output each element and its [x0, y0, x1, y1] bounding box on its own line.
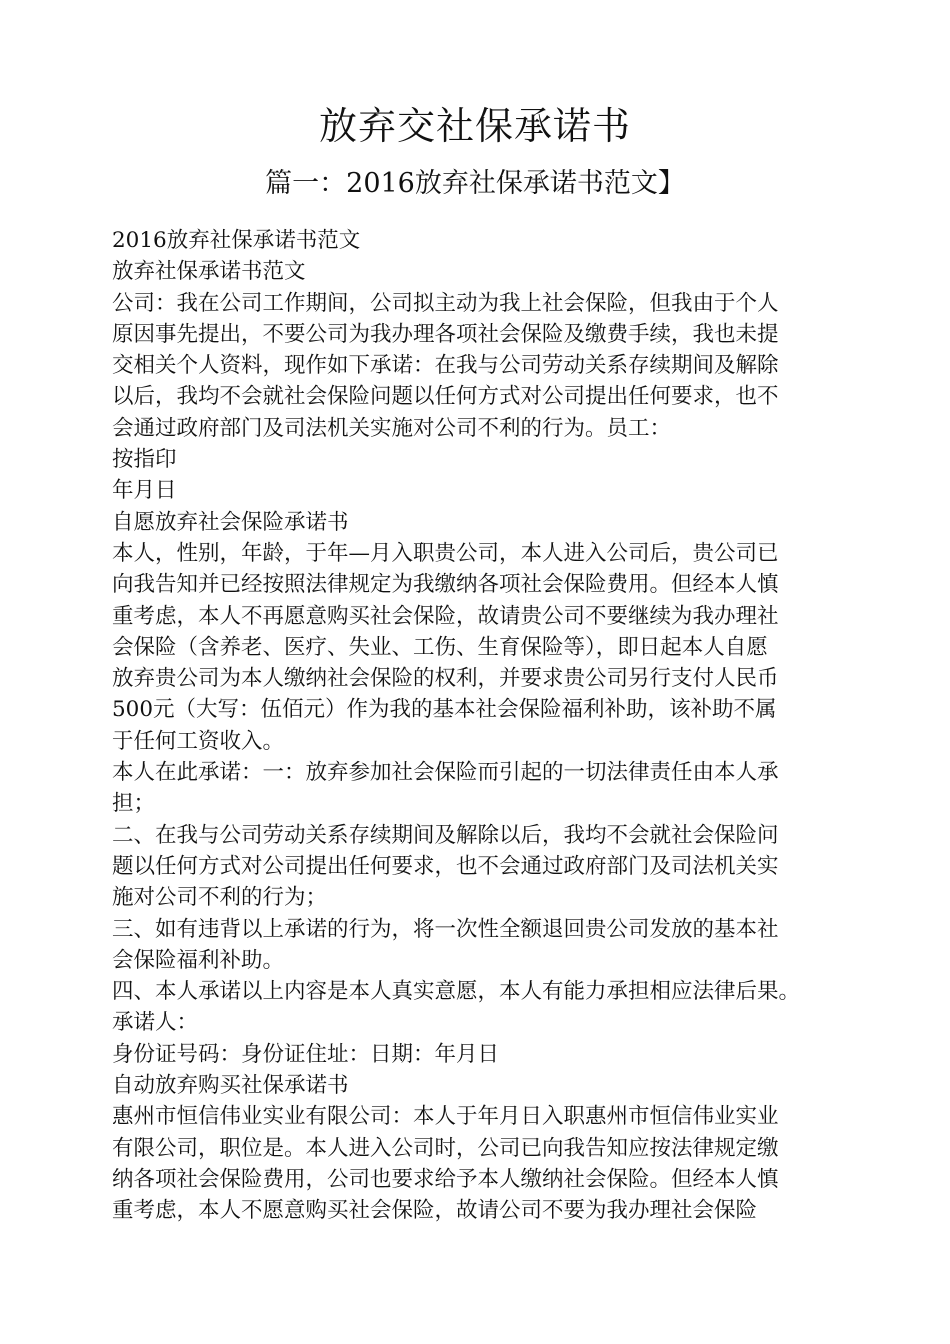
body-line: 承诺人：: [112, 1010, 199, 1036]
body-line: 以后，我均不会就社会保险问题以任何方式对公司提出任何要求，也不: [112, 384, 779, 410]
body-line: 向我告知并已经按照法律规定为我缴纳各项社会保险费用。但经本人慎: [112, 572, 779, 598]
body-line: 三、如有违背以上承诺的行为，将一次性全额退回贵公司发放的基本社: [112, 916, 779, 942]
body-line: 担；: [112, 791, 156, 817]
body-line: 施对公司不利的行为；: [112, 885, 328, 911]
body-line: 会保险（含养老、医疗、失业、工伤、生育保险等），即日起本人自愿: [112, 634, 768, 660]
body-line: 身份证号码：身份证住址：日期：年月日: [112, 1041, 500, 1067]
document-body: [112, 225, 852, 1227]
body-line: 惠州市恒信伟业实业有限公司：本人于年月日入职惠州市恒信伟业实业: [112, 1104, 779, 1130]
body-line: 公司：我在公司工作期间，公司拟主动为我上社会保险，但我由于个人: [112, 290, 779, 316]
body-line: 500元（大写：伍佰元）作为我的基本社会保险福利补助，该补助不属: [112, 697, 777, 723]
body-line: 交相关个人资料，现作如下承诺：在我与公司劳动关系存续期间及解除: [112, 353, 779, 379]
body-line: 按指印: [112, 447, 177, 473]
body-line: 放弃社保承诺书范文: [112, 259, 306, 285]
body-line: 纳各项社会保险费用，公司也要求给予本人缴纳社会保险。但经本人慎: [112, 1166, 779, 1192]
body-line: 会保险福利补助。: [112, 947, 285, 973]
body-line: 于任何工资收入。: [112, 728, 285, 754]
body-line: 本人在此承诺：一：放弃参加社会保险而引起的一切法律责任由本人承: [112, 760, 779, 786]
body-line: 年月日: [112, 478, 177, 504]
body-line: 2016放弃社保承诺书范文: [112, 228, 361, 253]
body-line: 原因事先提出，不要公司为我办理各项社会保险及缴费手续，我也未提: [112, 321, 779, 347]
body-line: 题以任何方式对公司提出任何要求，也不会通过政府部门及司法机关实: [112, 853, 779, 879]
body-line: 自动放弃购买社保承诺书: [112, 1073, 349, 1099]
body-line: 有限公司，职位是。本人进入公司时，公司已向我告知应按法律规定缴: [112, 1135, 779, 1161]
body-line: 会通过政府部门及司法机关实施对公司不利的行为。员工：: [112, 415, 672, 441]
body-line: 重考虑，本人不愿意购买社会保险，故请公司不要为我办理社会保险: [112, 1198, 758, 1224]
body-line: 二、在我与公司劳动关系存续期间及解除以后，我均不会就社会保险问: [112, 822, 779, 848]
body-line: 本人，性别，年龄，于年—月入职贵公司，本人进入公司后，贵公司已: [112, 540, 779, 566]
body-line: 四、本人承诺以上内容是本人真实意愿，本人有能力承担相应法律后果。: [112, 979, 801, 1005]
body-line: 自愿放弃社会保险承诺书: [112, 509, 349, 535]
document-title: 放弃交社保承诺书: [318, 104, 631, 148]
document-subtitle: 篇一：2016放弃社保承诺书范文】: [265, 168, 685, 199]
body-line: 重考虑，本人不再愿意购买社会保险，故请贵公司不要继续为我办理社: [112, 603, 779, 629]
body-line: 放弃贵公司为本人缴纳社会保险的权利，并要求贵公司另行支付人民币: [112, 666, 779, 692]
